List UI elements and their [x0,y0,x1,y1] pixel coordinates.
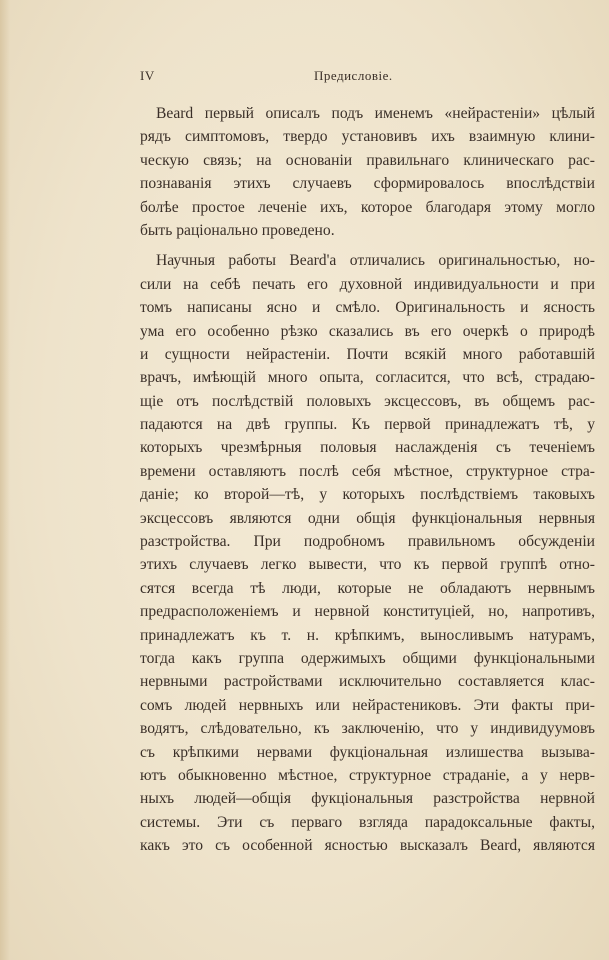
text-line: сили на себѣ печать его духовной индивидуальности и при [140,275,595,293]
text-line: Научныя работы Beard'а отличались оригинальностью, но- [156,252,595,270]
text-line: водятъ, слѣдовательно, къ заключенію, что у индивидуумовъ [140,720,595,738]
text-line: системы. Эти съ перваго взгляда парадоксальные факты, [140,813,595,831]
text-line: болѣе простое леченіе ихъ, которое благодаря этому могло [140,198,595,216]
page-header [140,68,580,88]
body-text [140,102,595,858]
text-line: этихъ случаевъ легко вывести, что къ первой группѣ отно- [140,556,595,574]
text-line: Beard первый описалъ подъ именемъ «нейрастеніи» цѣлый [156,105,595,122]
text-line: сомъ людей нервныхъ или нейрастениковъ. Эти факты при- [140,696,595,714]
text-line: эксцессовъ являются одни общія функціональныя нервныя [140,509,595,527]
text-line: времени оставляютъ послѣ себя мѣстное, структурное стра- [140,462,595,480]
text-line: ческую связь; на основаніи правильнаго клиническаго рас- [140,151,595,169]
text-line: щіе отъ послѣдствій половыхъ эксцессовъ, въ общемъ рас- [140,392,595,410]
text-line: рядъ симптомовъ, твердо установивъ ихъ взаимную клини- [140,128,595,146]
text-line: томъ написаны ясно и смѣло. Оригинальность и ясность [140,299,595,317]
text-line: предрасположеніемъ и нервной конституціей, но, напротивъ, [140,603,595,621]
text-line: принадлежатъ къ т. н. крѣпкимъ, выносливымъ натурамъ, [140,626,595,644]
paragraph [140,249,595,857]
running-title: Предисловіе. [314,68,393,83]
text-line: тогда какъ группа одержимыхъ общими функціональными [140,649,595,667]
text-line: разстройства. При подробномъ правильномъ обсужденіи [140,533,595,551]
text-line: съ крѣпкими нервами фукціональная излишества вызыва- [140,743,595,761]
text-line: сятся всегда тѣ люди, которые не обладаютъ нервнымъ [140,579,595,597]
text-line: и сущности нейрастеніи. Почти всякій много работавшій [140,345,595,363]
text-line: ныхъ людей—общія фукціональныя разстройства нервной [140,790,595,808]
page-edge-shadow [0,0,10,960]
text-line: падаются на двѣ группы. Къ первой принадлежатъ тѣ, у [140,416,595,434]
text-line: нервными растройствами исключительно составляется клас- [140,673,595,691]
text-line: даніе; ко второй—тѣ, у которыхъ послѣдствіемъ таковыхъ [140,486,595,504]
paragraph [140,102,595,242]
text-line: ютъ обыкновенно мѣстное, структурное страданіе, а у нерв- [140,766,595,784]
text-line: которыхъ чрезмѣрныя половыя наслажденія съ теченіемъ [140,439,595,457]
text-line: ума его особенно рѣзко сказались въ его очеркѣ о природѣ [140,322,595,340]
text-line: какъ это съ особенной ясностью высказалъ Beard, являются [140,837,595,855]
text-line: познаванія этихъ случаевъ сформировалось впослѣдствіи [140,175,595,193]
page-number: IV [140,68,155,83]
text-line: врачъ, имѣющій много опыта, согласится, что всѣ, страдаю- [140,369,595,387]
text-line: быть раціонально проведено. [140,221,335,239]
